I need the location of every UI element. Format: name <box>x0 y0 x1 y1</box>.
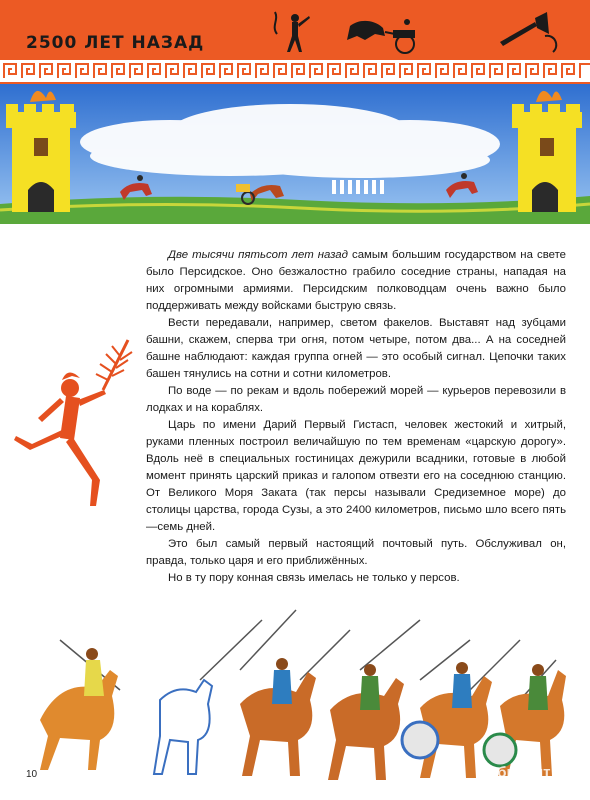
article-text <box>146 247 566 587</box>
rider-icon <box>84 648 104 696</box>
chariot-icon <box>347 19 415 53</box>
paragraph: По воде — по рекам и вдоль побережий морей — курьеров перевозили в лодках и на кораблях. <box>146 385 566 414</box>
warrior-icon <box>275 12 310 52</box>
horse-icon <box>40 670 118 770</box>
paragraph: Но в ту пору конная связь имелась не только у персов. <box>168 572 460 584</box>
greek-key-border <box>0 60 590 82</box>
header-band <box>0 0 590 84</box>
page-title: 2500 ЛЕТ НАЗАД <box>26 33 205 53</box>
paragraph: Две тысячи пятьсот лет назад самым большим государством на свете было Персидское. Оно безжалостно грабило соседние страны, нападая на них огромными армиями. Персидским полководцам очень важно было поддерживать между войсками быструю связь. <box>146 249 566 312</box>
running-messenger-illustration <box>8 330 148 520</box>
header-illustration <box>235 4 575 60</box>
signal-towers-illustration <box>0 84 590 224</box>
page-number: 10 <box>26 769 38 780</box>
paragraph: Вести передавали, например, светом факелов. Выставят над зубцами башни, скажем, сперва три огня, потом четыре, потом два... А на соседней башне наблюдают: каждая группа огней — это особый сигнал. Цепочки таких башен тянулись на сотни и сотни километров. <box>146 317 566 380</box>
paragraph: Это был самый первый настоящий почтовый путь. Обслуживал он, правда, только царя и его приближённых. <box>146 538 566 567</box>
lead-phrase: Две тысячи пятьсот лет назад <box>168 249 348 261</box>
horse-icon <box>154 680 212 774</box>
publisher-watermark: Лабиринт <box>478 764 551 781</box>
shield-icon <box>402 722 438 758</box>
shield-icon <box>484 734 516 766</box>
paragraph: Царь по имени Дарий Первый Гистасп, человек жестокий и хитрый, руками пленных построил величайшую по тем временам «царскую дорогу». Вдоль неё в специальных гостиницах дежурили всадники, готовые в любой момент принять царский приказ и галопом отвезти его на соседнюю станцию. От Великого Моря Заката (так персы называли Средиземное море) до столицы царства, города Сузы, а это 2400 километров, письмо шло всего пять—семь дней. <box>146 419 566 533</box>
horse-icon <box>240 672 404 780</box>
trumpet-icon <box>500 12 556 52</box>
